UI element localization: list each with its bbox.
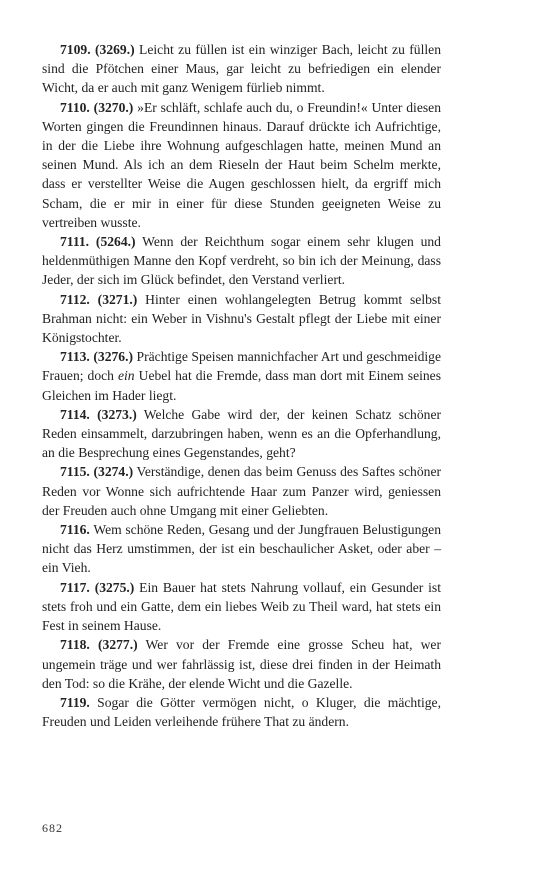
- entry-text: Prächtige Speisen mannichfacher Art und geschmeidige Frauen; doch: [42, 349, 442, 384]
- entry-reference: (3269.): [95, 42, 135, 57]
- page-body: [42, 40, 441, 731]
- entry-7116: [42, 520, 441, 578]
- entry-text: Wem schöne Reden, Gesang und der Jungfrauen Belustigungen nicht das Herz umstimmen, der ist ein beschaulicher Asket, oder aber – ein Vieh.: [42, 522, 442, 576]
- entry-text: Sogar die Götter vermögen nicht, o Kluger, die mächtige, Freuden und Leiden verleihende frühere That zu ändern.: [42, 694, 441, 730]
- entry-7109: [42, 40, 441, 98]
- entry-number: 7115.: [60, 464, 90, 480]
- entry-7115: [42, 462, 441, 520]
- entry-number: 7114.: [60, 406, 90, 422]
- entry-7111: [42, 232, 441, 290]
- entry-number: 7119.: [60, 694, 90, 710]
- page-number: 682: [42, 821, 63, 835]
- entry-reference: (3270.): [93, 99, 134, 115]
- entry-reference: (3274.): [93, 464, 134, 480]
- entry-text: Welche Gabe wird der, der keinen Schatz schöner Reden einsammelt, darzubringen haben, wenn es an die Opferhandlung, an die Besprechung eines Gegenstandes, geht?: [42, 406, 442, 461]
- entry-reference: (3273.): [97, 406, 137, 422]
- entry-number: 7111.: [60, 234, 90, 250]
- entry-number: 7112.: [60, 291, 90, 307]
- entry-7112: [42, 290, 441, 348]
- entry-text: Uebel hat die Fremde, dass man dort mit Einem seines Gleichen im Hader liegt.: [42, 368, 441, 403]
- entry-number: 7110.: [60, 99, 90, 115]
- entry-number: 7116.: [60, 522, 90, 538]
- entry-text: Ein Bauer hat stets Nahrung vollauf, ein Gesunder ist stets froh und ein Gatte, dem ein liebes Weib zu Theil ward, hat stets ein Fest in seinem Hause.: [42, 579, 441, 634]
- entry-text: Verständige, denen das beim Genuss des Saftes schöner Reden vor Wonne sich aufrichtende Haar zum Panzer wird, geniessen der Freuden auch ohne Umgang mit einer Geliebten.: [42, 464, 442, 518]
- entry-reference: (3276.): [93, 349, 134, 365]
- entry-7117: [42, 578, 441, 636]
- entry-number: 7109.: [60, 42, 91, 57]
- entry-emphasis: ein: [118, 368, 135, 384]
- entry-number: 7118.: [60, 637, 90, 653]
- entry-number: 7113.: [60, 349, 90, 365]
- entry-text: Hinter einen wohlangelegten Betrug kommt selbst Brahman nicht: ein Weber in Vishnu's Gestalt pflegt der Liebe mit einer Königstochter.: [42, 291, 441, 346]
- entry-7110: [42, 98, 441, 232]
- entry-text: »Er schläft, schlafe auch du, o Freundin!« Unter diesen Worten gingen die Freundinnen hinaus. Darauf drückte ich Aufrichtige, in der die Liebe ihre Wohnung aufgeschlagen hatte, meinen Mund an seinen Mund. Als ich an dem Rieseln der Haut beim Schelm merkte, dass er verstellter Weise die Augen geschlossen hielt, da ergriff mich Scham, die er mir in einer für diese Stunden geeigneten Weise zu vertreiben wusste.: [42, 99, 441, 230]
- entry-text: Wenn der Reichthum sogar einem sehr klugen und heldenmüthigen Manne den Kopf verdreht, so bin ich der Meinung, dass Jeder, der sich im Glück befindet, den Verstand verliert.: [42, 234, 441, 288]
- entry-7114: [42, 405, 441, 463]
- entry-7113: [42, 347, 441, 405]
- entry-7118: [42, 635, 441, 693]
- entry-7119: [42, 693, 441, 731]
- entry-text: Wer vor der Fremde eine grosse Scheu hat, wer ungemein träge und wer fahrlässig ist, diese drei finden in der Heimath den Tod: so die Krähe, der elende Wicht und die Gazelle.: [42, 637, 441, 691]
- entry-reference: (3277.): [98, 637, 138, 653]
- entry-reference: (3275.): [94, 579, 135, 595]
- entry-text: Leicht zu füllen ist ein winziger Bach, leicht zu füllen sind die Pfötchen einer Maus, gar leicht zu befriedigen ein elender Wicht, da er auch mit ganz Wenigem fürlieb nimmt.: [42, 42, 441, 96]
- entry-reference: (3271.): [97, 291, 138, 307]
- entry-number: 7117.: [60, 579, 90, 595]
- entry-reference: (5264.): [95, 234, 136, 250]
